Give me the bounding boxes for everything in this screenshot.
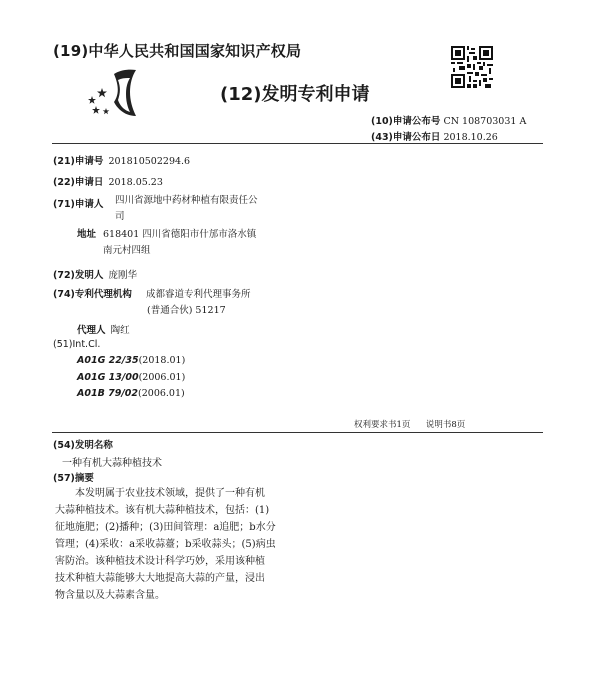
abstract-line: 征地施肥；(2)播种；(3)田间管理：a追肥；b水分 [55, 522, 276, 533]
filing-date-value: 2018.05.23 [108, 177, 163, 188]
ipc-code: A01G 13/00 [77, 372, 139, 383]
abstract-line: 技术种植大蒜能够大大地提高大蒜的产量，浸出 [55, 573, 265, 584]
agency-label: (74)专利代理机构 [53, 289, 132, 300]
agency-line-1: 成都睿道专利代理事务所 [146, 289, 251, 300]
agent-name: 陶红 [110, 325, 130, 336]
application-number [53, 149, 190, 168]
ipc-code: A01G 22/35 [77, 355, 139, 366]
publication-date-label: (43)申请公布日 [371, 132, 441, 143]
abstract-line: 害防治。该种植技术设计科学巧妙，采用该种植 [55, 556, 265, 567]
claims-pages: 权利要求书1页 [354, 420, 411, 430]
cnipa-logo-icon [80, 66, 150, 122]
address-line-1: 618401 四川省德阳市什邡市洛水镇 [103, 229, 257, 240]
application-number-value: 201810502294.6 [108, 156, 191, 167]
publication-date-value: 2018.10.26 [443, 132, 498, 143]
abstract-label: (57)摘要 [53, 473, 94, 484]
filing-date [53, 170, 163, 189]
page-counts [354, 418, 465, 430]
publication-number-value: CN 108703031 A [443, 116, 527, 127]
abstract-text [55, 485, 542, 604]
agent-label: 代理人 [77, 325, 106, 336]
invention-title: 一种有机大蒜种植技术 [62, 458, 162, 469]
document-type: (12)发明专利申请 [220, 84, 370, 105]
ipc-entry [77, 388, 185, 399]
ipc-date: (2006.01) [138, 372, 186, 383]
abstract-line: 本发明属于农业技术领域，提供了一种有机 [75, 488, 265, 499]
ipc-code: A01B 79/02 [77, 388, 139, 399]
abstract-line: 大蒜种植技术。该有机大蒜种植技术，包括：(1) [55, 505, 270, 516]
applicant-label: (71)申请人 [53, 199, 104, 210]
application-number-label: (21)申请号 [53, 156, 104, 167]
abstract-line: 物含量以及大蒜素含量。 [55, 590, 165, 601]
applicant-name-line-1: 四川省源地中药材种植有限责任公 [115, 195, 258, 206]
invention-title-label: (54)发明名称 [53, 440, 113, 451]
publication-date [371, 129, 498, 143]
filing-date-label: (22)申请日 [53, 177, 104, 188]
office-name: (19)中华人民共和国国家知识产权局 [53, 42, 302, 60]
applicant-name-line-2: 司 [115, 211, 125, 222]
address-label: 地址 [77, 229, 97, 240]
header-divider [52, 143, 543, 144]
agent [77, 318, 130, 337]
agency-line-2: (普通合伙) 51217 [147, 305, 226, 316]
ipc-date: (2018.01) [138, 355, 186, 366]
description-pages: 说明书8页 [425, 420, 466, 430]
abstract-line: 管理；(4)采收：a采收蒜薹；b采收蒜头；(5)病虫 [55, 539, 276, 550]
ipc-label: (51)Int.Cl. [53, 339, 101, 350]
inventor-label: (72)发明人 [53, 270, 104, 281]
biblio-divider [52, 432, 543, 433]
inventor-name: 庞刚华 [108, 270, 138, 281]
publication-number-label: (10)申请公布号 [371, 116, 441, 127]
address-line-2: 南元村四组 [103, 245, 151, 256]
inventor [53, 263, 137, 282]
ipc-date: (2006.01) [138, 388, 185, 399]
ipc-entry [77, 372, 185, 383]
applicant [53, 192, 103, 211]
publication-number [371, 113, 526, 127]
ipc-entry [77, 355, 185, 366]
qr-code-icon [451, 46, 493, 88]
